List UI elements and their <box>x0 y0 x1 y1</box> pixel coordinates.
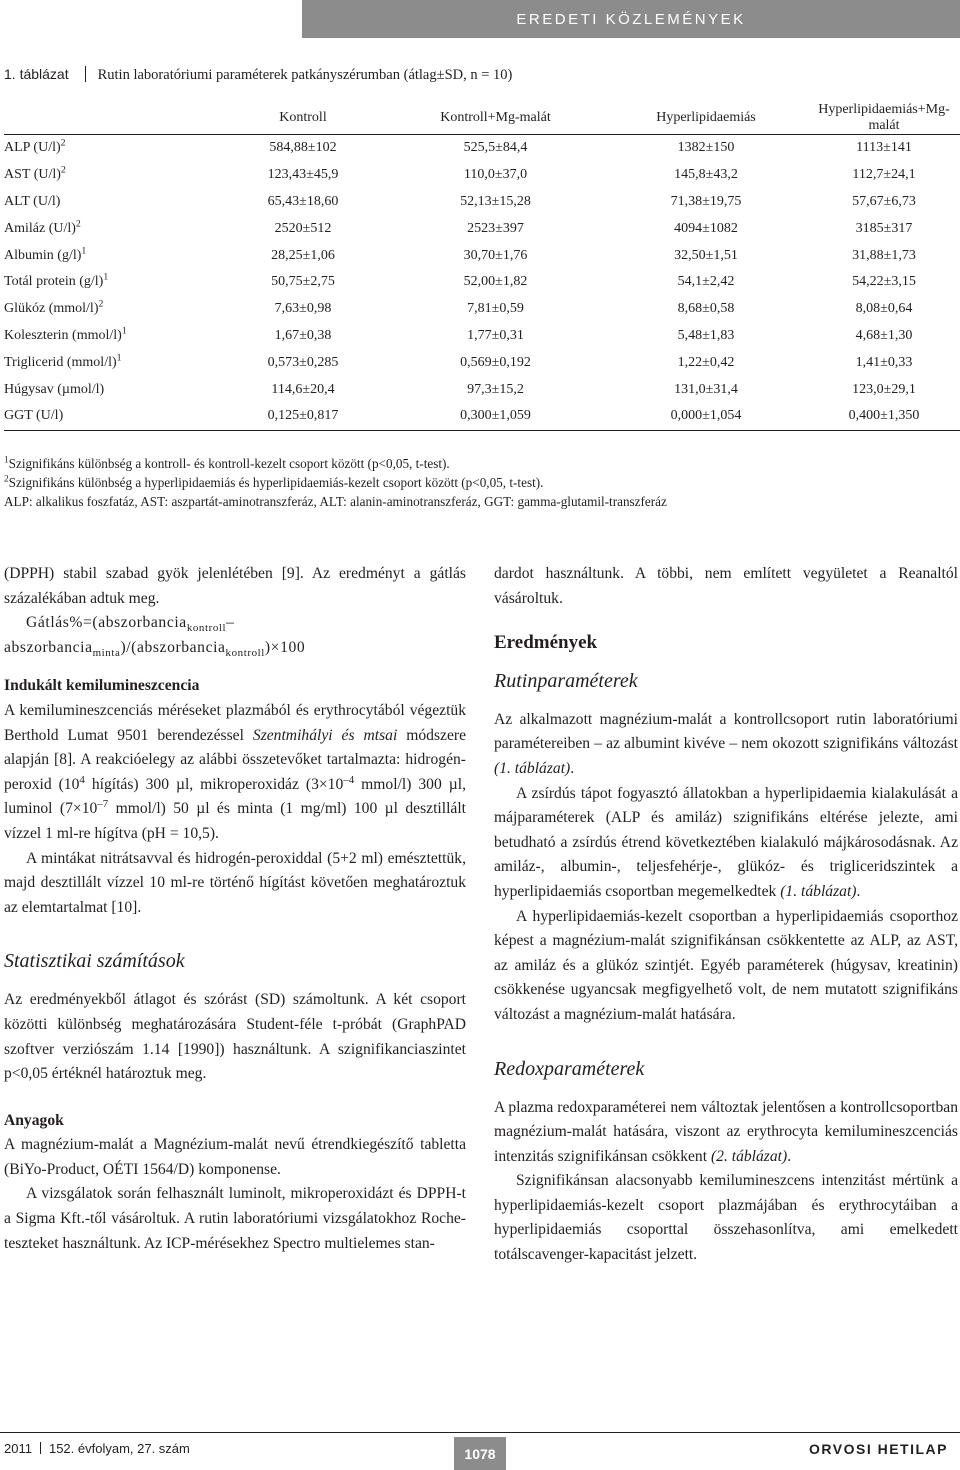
value-cell: 110,0±37,0 <box>463 167 528 183</box>
value-cell: 112,7±24,1 <box>852 167 916 183</box>
value-cell: 71,38±19,75 <box>670 193 742 209</box>
value-cell: 114,6±20,4 <box>271 381 335 397</box>
paragraph: A zsírdús tápot fogyasztó állatokban a hyperlipidaemia kialakulását a májparaméterek (ALP és amiláz) szignifikáns eltérése jelezte, ami betudható a zsírdús étrend következtében kialakuló májkárosodásnak. Az amiláz-, albumin-, teljesfehérje-, glükóz- és trigliceridszintek a hyperlipidaemiás csoportban megemelkedtek (1. táblázat). <box>494 784 958 900</box>
value-cell: 31,88±1,73 <box>852 247 916 263</box>
parameter-cell: Húgysav (µmol/l) <box>4 381 105 397</box>
value-cell: 3185±317 <box>855 220 913 236</box>
heading-statistics: Statisztikai számítások <box>4 950 185 973</box>
left-column <box>4 562 466 1256</box>
paragraph: A mintákat nitrátsavval és hidrogén-peroxiddal (5+2 ml) emésztettük, majd desztillált vízzel 10 ml-re történő hígítást követően meghatároztuk az elemtartalmat [10]. <box>4 849 466 916</box>
value-cell: 1,67±0,38 <box>274 327 332 343</box>
value-cell: 8,68±0,58 <box>677 301 735 317</box>
table-body <box>4 135 960 431</box>
table-note: $^2$Szignifikáns különbség a hyperlipidaemiás és hyperlipidaemiás-kezelt csoport között (p<0,05, t-test). <box>4 473 544 490</box>
heading-results: Eredmények <box>494 632 598 654</box>
page-number: 1078 <box>454 1437 506 1470</box>
paragraph: Szignifikánsan alacsonyabb kemilumineszcens intenzitást mértünk a hyperlipidaemiás-kezelt csoport plazmájában és erythrocytáiban a hyperlipidaemiás csoporttal összehasonlítva, ami emelkedett totálscavenger-kapacitást jelzett. <box>494 1172 958 1264</box>
value-cell: 4094±1082 <box>674 220 738 236</box>
paragraph: A kemilumineszcenciás méréseket plazmából és erythrocytából végeztük Berthold Lumat 9501 berendezéssel Szentmihályi és mtsai módszere alapján [8]. A reakcióelegy az alábbi összetevőket tartalmazta: hidrogén-peroxid ($10^4$ hígítás) 300 µl, mikroperoxidáz ($3\times 10^{-4}$ mmol/l) 300 µl, luminol ($7\times 10^{-7}$ mmol/l) 50 µl és minta (1 mg/ml) 100 µl desztillált vízzel 1 ml-re hígítva (pH = 10,5). <box>4 701 466 842</box>
table-note: ALP: alkalikus foszfatáz, AST: aszpartát-aminotranszferáz, ALT: alanin-aminotranszferáz, GGT: gamma-glutamil-transzferáz <box>4 494 667 509</box>
value-cell: 1382±150 <box>677 140 735 156</box>
value-cell: 0,125±0,817 <box>219 403 387 431</box>
footer-divider <box>40 1442 41 1454</box>
value-cell: 145,8±43,2 <box>674 167 738 183</box>
value-cell: 57,67±6,73 <box>852 193 916 209</box>
results-table <box>4 102 960 431</box>
parameter-cell: AST $(U/l)^2$ <box>4 164 66 183</box>
value-cell: 54,22±3,15 <box>852 274 916 290</box>
value-cell: 4,68±1,30 <box>855 327 913 343</box>
value-cell: 2520±512 <box>274 220 332 236</box>
paragraph: (DPPH) stabil szabad gyök jelenlétében [9]. Az eredményt a gátlás százalékában adtuk meg. <box>4 565 466 607</box>
value-cell: 123,43±45,9 <box>267 167 339 183</box>
paragraph: A plazma redoxparaméterei nem változtak jelentősen a kontrollcsoportban magnézium-malát hatására, viszont az erythrocyta kemilumineszcenciás intenzitás szignifikánsan csökkent (2. táblázat). <box>494 1098 958 1165</box>
heading-materials: Anyagok <box>4 1111 64 1129</box>
value-cell: 65,43±18,60 <box>267 193 339 209</box>
value-cell: 131,0±31,4 <box>674 381 738 397</box>
table-note: $^1$Szignifikáns különbség a kontroll- és kontroll-kezelt csoport között (p<0,05, t-test). <box>4 454 450 471</box>
table-row <box>4 215 960 242</box>
table-notes <box>4 454 667 511</box>
table-caption-text: Rutin laboratóriumi paraméterek patkányszérumban (átlag±SD, n = 10) <box>97 67 513 83</box>
value-cell: 0,400±1,350 <box>808 403 960 431</box>
value-cell: 1,77±0,31 <box>467 327 524 343</box>
parameter-cell: Glükóz (mmol/l)$^2$ <box>4 298 104 317</box>
value-cell: 0,000±1,054 <box>604 403 808 431</box>
formula: Gátlás%=(abszorbancia$_{kontroll}$–abszorbancia$_{minta}$)/(abszorbancia$_{kontroll}$)×100 <box>4 614 306 659</box>
journal-name: ORVOSI HETILAP <box>809 1441 948 1457</box>
paragraph: A vizsgálatok során felhasznált luminolt, mikroperoxidázt és DPPH-t a Sigma Kft.-től vásároltuk. A rutin laboratóriumi vizsgálatokhoz Roche-teszteket használtunk. Az ICP-mérésekhez Spectro multielemes stan- <box>4 1185 466 1252</box>
column-header: Hyperlipidaemiás <box>604 102 808 135</box>
value-cell: 52,00±1,82 <box>463 274 528 290</box>
value-cell: 28,25±1,06 <box>271 247 335 263</box>
paragraph: Az eredményekből átlagot és szórást (SD) számoltunk. A két csoport közötti különbség meghatározására Student-féle t-próbát (GraphPAD szoftver verziószám 1.14 [1990]) használtunk. A szignifikanciaszintet p<0,05 értéknél határoztuk meg. <box>4 991 466 1083</box>
value-cell: 0,569±0,192 <box>460 354 531 370</box>
table-label: 1. táblázat <box>4 66 69 82</box>
table-row <box>4 296 960 323</box>
value-cell: 0,300±1,059 <box>387 403 604 431</box>
table-row <box>4 403 960 431</box>
table-row <box>4 323 960 350</box>
value-cell: 1,41±0,33 <box>855 354 913 370</box>
table-row <box>4 189 960 216</box>
heading-redox: Redoxparaméterek <box>494 1057 645 1080</box>
footer-volume: 152. évfolyam, 27. szám <box>48 1441 190 1456</box>
table-row <box>4 349 960 376</box>
paragraph: Az alkalmazott magnézium-malát a kontrollcsoport rutin laboratóriumi paramétereiben – az albumint kivéve – nem okozott szignifikáns változást (1. táblázat). <box>494 710 958 777</box>
footer-issue <box>4 1441 190 1456</box>
paragraph: A hyperlipidaemiás-kezelt csoportban a hyperlipidaemiás csoporthoz képest a magnézium-malát szignifikánsan csökkentette az ALP, az AST, az amiláz és a glükóz szintjét. Egyéb paraméterek (húgysav, kreatinin) csökkenése ugyancsak megfigyelhető volt, de nem mutatott szignifikáns változást a magnézium-malát hatására. <box>494 907 958 1023</box>
footer-year: 2011 <box>4 1441 32 1456</box>
value-cell: 0,573±0,285 <box>267 354 339 370</box>
right-column <box>494 562 958 1268</box>
value-cell: 7,63±0,98 <box>274 301 332 317</box>
value-cell: 52,13±15,28 <box>460 193 531 209</box>
value-cell: 30,70±1,76 <box>463 247 528 263</box>
column-header <box>4 102 219 135</box>
value-cell: 50,75±2,75 <box>271 274 335 290</box>
parameter-cell: Albumin $(g/l)^1$ <box>4 244 87 263</box>
value-cell: 525,5±84,4 <box>463 140 528 156</box>
value-cell: 7,81±0,59 <box>467 301 524 317</box>
parameter-cell: Koleszterin (mmol/l)$^1$ <box>4 325 127 343</box>
value-cell: 2523±397 <box>467 220 524 236</box>
value-cell: 5,48±1,83 <box>677 327 735 343</box>
value-cell: 1,22±0,42 <box>677 354 735 370</box>
table-header-row <box>4 102 960 135</box>
footer-rule <box>0 1432 960 1433</box>
column-header: Kontroll+Mg-malát <box>387 102 604 135</box>
table-row <box>4 135 960 162</box>
table-caption <box>4 66 512 84</box>
parameter-cell: Amiláz $(U/l)^2$ <box>4 218 81 236</box>
value-cell: 123,0±29,1 <box>852 381 916 397</box>
table-row <box>4 376 960 403</box>
value-cell: 32,50±1,51 <box>674 247 738 263</box>
paragraph: A magnézium-malát a Magnézium-malát nevű étrendkiegészítő tabletta (BiYo-Product, OÉTI 1564/D) komponense. <box>4 1136 466 1178</box>
heading-routine: Rutinparaméterek <box>494 669 638 692</box>
table-row <box>4 269 960 296</box>
parameter-cell: GGT (U/l) <box>4 403 219 431</box>
parameter-cell: ALP $(U/l)^2$ <box>4 137 66 156</box>
section-header <box>302 0 960 38</box>
column-header: Kontroll <box>219 102 387 135</box>
table-row <box>4 242 960 269</box>
caption-divider <box>85 66 86 82</box>
paragraph: dardot használtunk. A többi, nem említett vegyületet a Reanaltól vásároltuk. <box>494 565 958 607</box>
value-cell: 54,1±2,42 <box>677 274 735 290</box>
section-label: EREDETI KÖZLEMÉNYEK <box>516 10 746 28</box>
value-cell: 8,08±0,64 <box>855 301 913 317</box>
parameter-cell: Triglicerid (mmol/l)$^1$ <box>4 352 122 370</box>
value-cell: 584,88±102 <box>269 140 337 156</box>
value-cell: 97,3±15,2 <box>467 381 524 397</box>
column-header: Hyperlipidaemiás+Mg-malát <box>808 102 960 135</box>
heading-chemiluminescence: Indukált kemilumineszcencia <box>4 677 200 695</box>
value-cell: 1113±141 <box>856 140 912 156</box>
table-row <box>4 162 960 189</box>
parameter-cell: ALT (U/l) <box>4 193 61 209</box>
parameter-cell: Totál protein $(g/l)^1$ <box>4 271 109 290</box>
